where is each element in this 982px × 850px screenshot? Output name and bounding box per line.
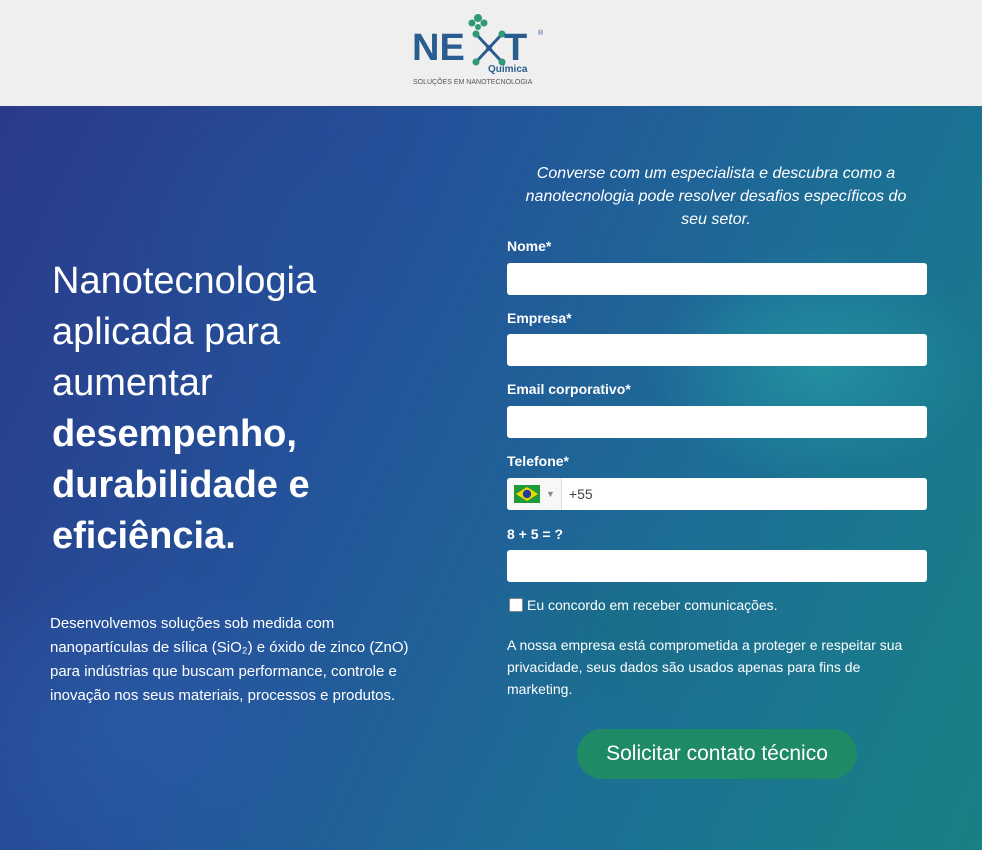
brazil-flag-icon	[514, 485, 540, 503]
logo-wordmark-left: NE	[412, 27, 465, 69]
consent-label[interactable]: Eu concordo em receber comunicações.	[527, 597, 778, 613]
logo-wordmark-right: T	[504, 27, 528, 69]
logo-sub: Química	[488, 64, 528, 75]
email-input[interactable]	[507, 406, 927, 438]
name-label: Nome*	[507, 238, 552, 254]
headline-line: aplicada para	[52, 311, 281, 353]
email-label: Email corporativo*	[507, 381, 631, 397]
company-label: Empresa*	[507, 310, 572, 326]
headline-line-bold: eficiência.	[52, 515, 236, 557]
hero-description: Desenvolvemos soluções sob medida com nanopartículas de sílica (SiO₂) e óxido de zinco (ZnO) para indústrias que buscam performance, controle e inovação nos seus materiais, processos e produtos.	[50, 615, 409, 704]
captcha-input[interactable]	[507, 550, 927, 582]
company-input[interactable]	[507, 334, 927, 366]
registered-mark: ®	[538, 30, 544, 37]
headline-line-bold: desempenho,	[52, 413, 297, 455]
country-selector[interactable]	[507, 478, 562, 510]
form-intro: Converse com um especialista e descubra como a nanotecnologia pode resolver desafios específicos do seu setor.	[525, 165, 907, 228]
site-header	[0, 0, 982, 106]
consent-row[interactable]	[509, 597, 778, 613]
submit-button[interactable]: Solicitar contato técnico	[577, 729, 857, 779]
phone-input[interactable]: +55	[568, 486, 593, 502]
next-quimica-logo[interactable]	[410, 10, 545, 90]
molecule-icon	[469, 14, 488, 30]
x-molecule-icon	[473, 31, 506, 66]
captcha-label: 8 + 5 = ?	[507, 526, 564, 542]
headline-line: Nanotecnologia	[52, 260, 317, 302]
hero-section	[0, 106, 982, 850]
logo-tagline: SOLUÇÕES EM NANOTECNOLOGIA	[413, 79, 533, 86]
hero-headline	[52, 256, 432, 562]
phone-label: Telefone*	[507, 453, 569, 469]
phone-field[interactable]	[507, 478, 927, 510]
name-input[interactable]	[507, 263, 927, 295]
headline-line: aumentar	[52, 362, 213, 404]
privacy-notice: A nossa empresa está comprometida a proteger e respeitar sua privacidade, seus dados são usados apenas para fins de marketing.	[507, 637, 903, 697]
headline-line-bold: durabilidade e	[52, 464, 310, 506]
chevron-down-icon: ▼	[546, 489, 555, 499]
consent-checkbox[interactable]	[509, 598, 523, 612]
